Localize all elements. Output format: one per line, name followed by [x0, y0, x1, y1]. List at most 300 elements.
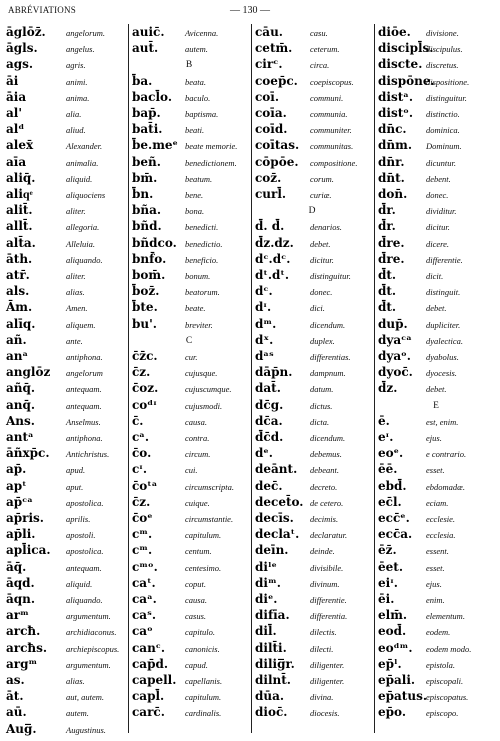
expansion: alias. — [66, 287, 85, 298]
abbreviation: cāu. — [255, 25, 283, 39]
abbreviation: āt. — [6, 689, 24, 704]
abbreviation: b̄n. — [132, 187, 154, 201]
abbreviation: anq̄. — [6, 397, 36, 412]
abbreviation: dioc̄. — [255, 705, 288, 720]
abbreviation: ap̄. — [6, 462, 27, 477]
abbreviation: dyaᶜᵃ — [378, 332, 412, 347]
expansion: centum. — [185, 546, 212, 557]
expansion: baptisma. — [185, 109, 219, 119]
column-divider — [128, 24, 129, 733]
abbreviation: ecc̄a. — [378, 527, 413, 542]
abbreviation: añq̄. — [6, 381, 36, 396]
expansion: eciam. — [426, 497, 449, 508]
expansion: declaratur. — [310, 530, 348, 541]
expansion: archiepiscopus. — [66, 643, 120, 654]
abbreviation: elm̄. — [378, 608, 408, 623]
abbreviation: as. — [6, 673, 25, 687]
abbreviation: dil̄. — [255, 624, 277, 639]
expansion: aliter. — [66, 271, 86, 281]
abbreviation: d̄c̄d. — [255, 430, 284, 444]
expansion: aliquid. — [66, 173, 93, 184]
expansion: donec. — [310, 287, 333, 298]
abbreviation: allt̄. — [6, 219, 33, 234]
abbreviation: ap̄ᶜᵃ — [6, 494, 33, 509]
abbreviation: dᶦ. — [255, 300, 272, 315]
expansion: debet. — [310, 238, 331, 249]
expansion: differentia. — [310, 611, 348, 622]
expansion: coepiscopus. — [310, 76, 354, 87]
expansion: divina. — [310, 692, 334, 703]
abbreviation: alᵈ — [6, 122, 25, 137]
abbreviation: Ām. — [6, 300, 33, 315]
abbreviation: dᶜ.dᶜ. — [255, 251, 291, 266]
abbreviation: coz̄. — [255, 170, 282, 185]
expansion: dupliciter. — [426, 319, 461, 330]
section-heading: B — [185, 60, 193, 71]
abbreviation: c̄oz. — [132, 381, 159, 396]
expansion: dicendum. — [310, 433, 346, 443]
expansion: alia. — [66, 109, 82, 119]
abbreviation: āqd. — [6, 575, 35, 590]
expansion: apostolica. — [66, 546, 104, 557]
abbreviation: dispōne. — [378, 73, 435, 88]
abbreviation: deīn. — [255, 543, 289, 558]
expansion: cujusmodi. — [185, 400, 223, 411]
abbreviation: apl̄ica. — [6, 543, 51, 558]
expansion: archidiaconus. — [66, 627, 117, 638]
column-divider — [374, 24, 375, 733]
abbreviation: dilnt̄. — [255, 673, 291, 687]
expansion: elementum. — [426, 611, 465, 622]
expansion: compositione. — [310, 157, 358, 168]
abbreviation: Ans. — [6, 413, 35, 428]
abbreviation: auic̄. — [132, 25, 165, 39]
abbreviation: dilig̅r. — [255, 656, 295, 671]
abbreviation: āia — [6, 89, 27, 104]
expansion: aliquociens — [66, 190, 106, 200]
abbreviation: bñdco. — [132, 235, 177, 250]
abbreviation: capl̄. — [132, 689, 165, 704]
abbreviation: coep̄c. — [255, 73, 298, 88]
abbreviation-row — [376, 704, 496, 724]
expansion: anima. — [66, 92, 90, 103]
expansion: cujuscumque. — [185, 384, 232, 395]
expansion: aut, autem. — [66, 692, 105, 703]
abbreviation: ep̄atus. — [378, 689, 428, 704]
expansion: beate. — [185, 303, 206, 314]
expansion: benedictionem. — [185, 157, 237, 168]
expansion: distinguitur. — [426, 92, 467, 103]
expansion: Amen. — [66, 303, 88, 314]
abbreviation: ē. — [378, 413, 390, 428]
expansion: beata. — [185, 76, 207, 87]
expansion: dicit. — [426, 271, 444, 281]
expansion: apostolica. — [66, 497, 104, 508]
expansion: casu. — [310, 28, 328, 38]
expansion: antequam. — [66, 384, 102, 395]
column-1 — [4, 24, 124, 736]
expansion: esset. — [426, 562, 445, 573]
expansion: causa. — [185, 595, 207, 605]
abbreviation: coīd. — [255, 122, 288, 137]
abbreviation-row — [253, 704, 371, 724]
expansion: dyabolus. — [426, 352, 459, 362]
expansion: alias. — [66, 676, 85, 686]
expansion: eodem. — [426, 627, 451, 638]
abbreviation: curl̄. — [255, 187, 287, 201]
expansion: angelorum — [66, 368, 103, 379]
expansion: baculo. — [185, 92, 211, 103]
expansion: curiæ. — [310, 190, 332, 200]
abbreviation: canᶜ. — [132, 640, 166, 655]
expansion: dici. — [310, 303, 325, 314]
expansion: centesimo. — [185, 562, 222, 573]
expansion: benedicti. — [185, 222, 219, 233]
abbreviation: bu'. — [132, 316, 157, 331]
abbreviation: ags. — [6, 57, 34, 72]
abbreviation: bñd. — [132, 219, 162, 234]
abbreviation: c̄z̄c. — [132, 349, 158, 363]
abbreviation: eᶦ. — [378, 430, 394, 444]
abbreviation: distᵒ. — [378, 106, 414, 120]
expansion: argumentum. — [66, 611, 111, 622]
expansion: decimis. — [310, 514, 339, 524]
abbreviation: d̄t. — [378, 300, 397, 315]
expansion: aliud. — [66, 125, 86, 136]
abbreviation: als. — [6, 284, 30, 299]
abbreviation: apᵗ — [6, 478, 27, 493]
expansion: aprilis. — [66, 514, 91, 524]
expansion: decreto. — [310, 481, 338, 492]
abbreviation: ēet. — [378, 559, 403, 574]
expansion: beneficio. — [185, 254, 219, 265]
expansion: allegoria. — [66, 222, 100, 233]
expansion: circum. — [185, 449, 211, 460]
expansion: debet. — [426, 384, 447, 395]
expansion: Dominum. — [426, 141, 462, 152]
abbreviation: discte. — [378, 57, 423, 72]
abbreviation: coī. — [255, 89, 280, 104]
expansion: beate memorie. — [185, 141, 238, 152]
expansion: autem. — [185, 44, 208, 55]
abbreviation: deānt. — [255, 462, 298, 477]
abbreviation: cᵃ. — [132, 430, 150, 444]
expansion: angelus. — [66, 44, 95, 55]
abbreviation: d̄t. — [378, 268, 397, 282]
expansion: capitulo. — [185, 627, 215, 638]
expansion: eodem modo. — [426, 643, 472, 654]
abbreviation-table — [0, 24, 500, 736]
abbreviation: c̄z. — [132, 494, 151, 509]
expansion: communi. — [310, 92, 344, 103]
abbreviation: alit̄. — [6, 203, 33, 218]
abbreviation: antᵃ — [6, 430, 34, 444]
page-number: — 130 — — [230, 5, 270, 16]
expansion: dicere. — [426, 238, 450, 249]
expansion: coput. — [185, 578, 207, 589]
abbreviation: dc̄a. — [255, 413, 283, 428]
expansion: divisibile. — [310, 562, 344, 573]
expansion: circa. — [310, 60, 330, 71]
abbreviation: d̄re. — [378, 235, 405, 250]
abbreviation: difīa. — [255, 608, 290, 623]
abbreviation: eoᵉ. — [378, 446, 404, 461]
expansion: debemus. — [310, 449, 342, 460]
abbreviation: b̄e.meᵉ — [132, 138, 178, 153]
abbreviation: dn̄t. — [378, 170, 405, 185]
abbreviation: distᵃ. — [378, 89, 414, 104]
abbreviation: d̄r. — [378, 219, 396, 234]
expansion: distinguit. — [426, 287, 461, 298]
section-heading: C — [185, 335, 193, 346]
expansion: divinum. — [310, 578, 340, 589]
expansion: argumentum. — [66, 659, 111, 670]
expansion: casus. — [185, 611, 207, 622]
abbreviation: dup̄. — [378, 316, 408, 331]
abbreviation: cap̄d. — [132, 656, 169, 671]
expansion: Augustinus. — [66, 724, 106, 735]
expansion: cuique. — [185, 497, 210, 508]
abbreviation: coītas. — [255, 138, 300, 153]
expansion: circumstantie. — [185, 514, 234, 524]
abbreviation: āi — [6, 73, 19, 88]
expansion: diligenter. — [310, 676, 345, 686]
expansion: aliquando. — [66, 595, 103, 605]
expansion: differentie. — [426, 254, 463, 265]
abbreviation: b̄a. — [132, 73, 153, 88]
abbreviation: bña. — [132, 203, 162, 218]
column-4 — [376, 24, 496, 733]
section-heading: E — [433, 400, 439, 411]
abbreviation: ēi. — [378, 592, 395, 606]
abbreviation: cᵐ. — [132, 527, 153, 542]
abbreviation: dᵃˢ — [255, 349, 274, 363]
abbreviation: dn̄r. — [378, 154, 405, 169]
abbreviation: bap̄. — [132, 106, 161, 120]
expansion: angelorum. — [66, 28, 105, 38]
expansion: bonum. — [185, 271, 211, 281]
expansion: aliquando. — [66, 254, 103, 265]
abbreviation: bat̄i. — [132, 122, 163, 137]
abbreviation: declaᵗ. — [255, 527, 300, 542]
expansion: datum. — [310, 384, 334, 395]
expansion: capud. — [185, 659, 208, 670]
abbreviation: eod̄. — [378, 624, 407, 639]
abbreviation: caᵗ. — [132, 575, 156, 590]
abbreviation: cirᶜ. — [255, 57, 283, 72]
expansion: capitulum. — [185, 692, 222, 703]
abbreviation: dˣ. — [255, 332, 274, 347]
expansion: communia. — [310, 109, 348, 119]
abbreviation: āq̄. — [6, 559, 27, 574]
abbreviation: caˢ. — [132, 608, 156, 623]
section-heading: D — [308, 206, 316, 217]
expansion: episcopali. — [426, 676, 464, 686]
abbreviation: dᵉ. — [255, 446, 273, 461]
expansion: beatum. — [185, 173, 213, 184]
expansion: ejus. — [426, 433, 442, 443]
expansion: ejus. — [426, 578, 442, 589]
expansion: cujusque. — [185, 368, 218, 379]
abbreviation: bm̄. — [132, 170, 158, 185]
expansion: apostoli. — [66, 530, 96, 541]
expansion: divisione. — [426, 28, 459, 38]
expansion: ceterum. — [310, 44, 340, 55]
expansion: aliquid. — [66, 578, 93, 589]
expansion: debent. — [426, 173, 451, 184]
expansion: Alleluia. — [66, 238, 96, 249]
abbreviation: arcħs. — [6, 640, 48, 655]
expansion: Antichristus. — [66, 449, 110, 460]
abbreviation: aut̄. — [132, 41, 159, 56]
abbreviation: d̄. d̄. — [255, 219, 285, 234]
abbreviation: alīq. — [6, 316, 36, 331]
abbreviation: ap̄ris. — [6, 511, 44, 525]
expansion: epistola. — [426, 659, 456, 670]
expansion: episcopatus. — [426, 692, 469, 703]
abbreviation: c̄. — [132, 413, 144, 428]
expansion: bona. — [185, 206, 205, 217]
expansion: ante. — [66, 335, 83, 346]
expansion: debet. — [426, 303, 447, 314]
abbreviation: al' — [6, 106, 23, 120]
expansion: animi. — [66, 76, 88, 87]
abbreviation: ecc̄ᵉ. — [378, 511, 410, 525]
running-title: ABRÉVIATIONS — [8, 5, 76, 15]
abbreviation: ec̄l. — [378, 494, 402, 509]
expansion: animalia. — [66, 157, 99, 168]
abbreviation: dāp̄n. — [255, 365, 293, 380]
abbreviation: dat̄. — [255, 381, 281, 396]
expansion: Avicenna. — [185, 28, 219, 38]
abbreviation: coᵈᶦ — [132, 397, 157, 412]
abbreviation: capell. — [132, 673, 177, 687]
expansion: bene. — [185, 190, 204, 200]
expansion: circumscripta. — [185, 481, 235, 492]
expansion: debeant. — [310, 465, 340, 476]
abbreviation: āgls. — [6, 41, 38, 56]
abbreviation: diˡᵉ — [255, 559, 277, 574]
abbreviation: d̄z. — [378, 381, 398, 396]
expansion: capitulum. — [185, 530, 222, 541]
expansion: differentie. — [310, 595, 347, 605]
abbreviation: dᵗ.dᵗ. — [255, 268, 290, 282]
abbreviation: coīa. — [255, 106, 287, 120]
abbreviation: caᵒ — [132, 624, 153, 639]
column-divider — [251, 24, 252, 733]
abbreviation: diᵉ. — [255, 592, 278, 606]
abbreviation: dn̄m. — [378, 138, 412, 153]
abbreviation: arcħ. — [6, 624, 41, 639]
abbreviation: b̄te. — [132, 300, 158, 315]
abbreviation: arᵐ — [6, 608, 29, 623]
expansion: aput. — [66, 481, 84, 492]
column-2 — [130, 24, 248, 733]
expansion: cui. — [185, 465, 198, 476]
expansion: episcopo. — [426, 708, 459, 719]
abbreviation: dec̄. — [255, 478, 283, 493]
expansion: cardinalis. — [185, 708, 222, 719]
abbreviation: cᶦ. — [132, 462, 148, 477]
expansion: contra. — [185, 433, 210, 443]
abbreviation: anglōz — [6, 365, 51, 380]
abbreviation: dc̄g. — [255, 397, 284, 412]
expansion: dyalectica. — [426, 335, 464, 346]
abbreviation: c̄z. — [132, 365, 151, 380]
expansion: dicendum. — [310, 319, 346, 330]
abbreviation: āth. — [6, 251, 33, 266]
abbreviation: anᵃ — [6, 349, 29, 363]
abbreviation: c̄oᵗᵃ — [132, 478, 158, 493]
abbreviation: ēz̄. — [378, 543, 397, 558]
abbreviation: aīa — [6, 154, 27, 169]
expansion: cur. — [185, 352, 198, 362]
expansion: antiphona. — [66, 433, 103, 443]
abbreviation: dn̄c. — [378, 122, 407, 137]
expansion: distinguitur. — [310, 271, 351, 281]
abbreviation: caᵃ. — [132, 592, 157, 606]
abbreviation: āqn. — [6, 592, 36, 606]
expansion: est, enim. — [426, 416, 459, 427]
abbreviation: ap̄li. — [6, 527, 36, 542]
expansion: aliter. — [66, 206, 86, 217]
expansion: causa. — [185, 416, 207, 427]
abbreviation: añ. — [6, 332, 27, 347]
abbreviation: d̄t. — [378, 284, 397, 299]
expansion: e contrario. — [426, 449, 467, 460]
abbreviation: ebd̄. — [378, 478, 407, 493]
abbreviation: cetm̄. — [255, 41, 293, 56]
expansion: benedictio. — [185, 238, 223, 249]
abbreviation: aliq̄. — [6, 170, 36, 185]
expansion: discretus. — [426, 60, 459, 71]
expansion: Anselmus. — [66, 416, 101, 427]
expansion: diligenter. — [310, 659, 345, 670]
abbreviation: ep̄o. — [378, 705, 406, 720]
abbreviation: diōe. — [378, 25, 411, 39]
abbreviation: cᵐ. — [132, 543, 153, 558]
expansion: discipulus. — [426, 44, 463, 55]
expansion: agris. — [66, 60, 86, 71]
abbreviation: c̄oᵉ — [132, 511, 153, 525]
abbreviation: b̄oz̄. — [132, 284, 160, 299]
abbreviation-row — [4, 721, 124, 741]
expansion: antequam. — [66, 400, 102, 411]
expansion: dicitur. — [426, 222, 450, 233]
abbreviation-row — [130, 704, 248, 724]
abbreviation: ep̄ali. — [378, 673, 416, 687]
expansion: dyocesis. — [426, 368, 457, 379]
expansion: enim. — [426, 595, 445, 605]
abbreviation: dyaᵒ. — [378, 349, 411, 363]
abbreviation: d̄z.dz. — [255, 235, 294, 250]
expansion: esset. — [426, 465, 445, 476]
abbreviation: eoᵈᵐ. — [378, 640, 413, 655]
abbreviation: argᵐ — [6, 656, 38, 671]
abbreviation: dilt̄i. — [255, 640, 287, 655]
abbreviation: decet̄o. — [255, 494, 304, 509]
abbreviation: discipl̄s. — [378, 41, 434, 56]
expansion: capellanis. — [185, 676, 223, 686]
abbreviation: Aug̅. — [6, 721, 37, 736]
abbreviation: āglōz̄. — [6, 25, 46, 39]
expansion: aliquem. — [66, 319, 96, 330]
expansion: differentias. — [310, 352, 351, 362]
abbreviation: bom̄. — [132, 268, 166, 282]
abbreviation: dᵐ. — [255, 316, 277, 331]
abbreviation: aliqͤ — [6, 187, 33, 201]
abbreviation: dyoc̄. — [378, 365, 413, 380]
